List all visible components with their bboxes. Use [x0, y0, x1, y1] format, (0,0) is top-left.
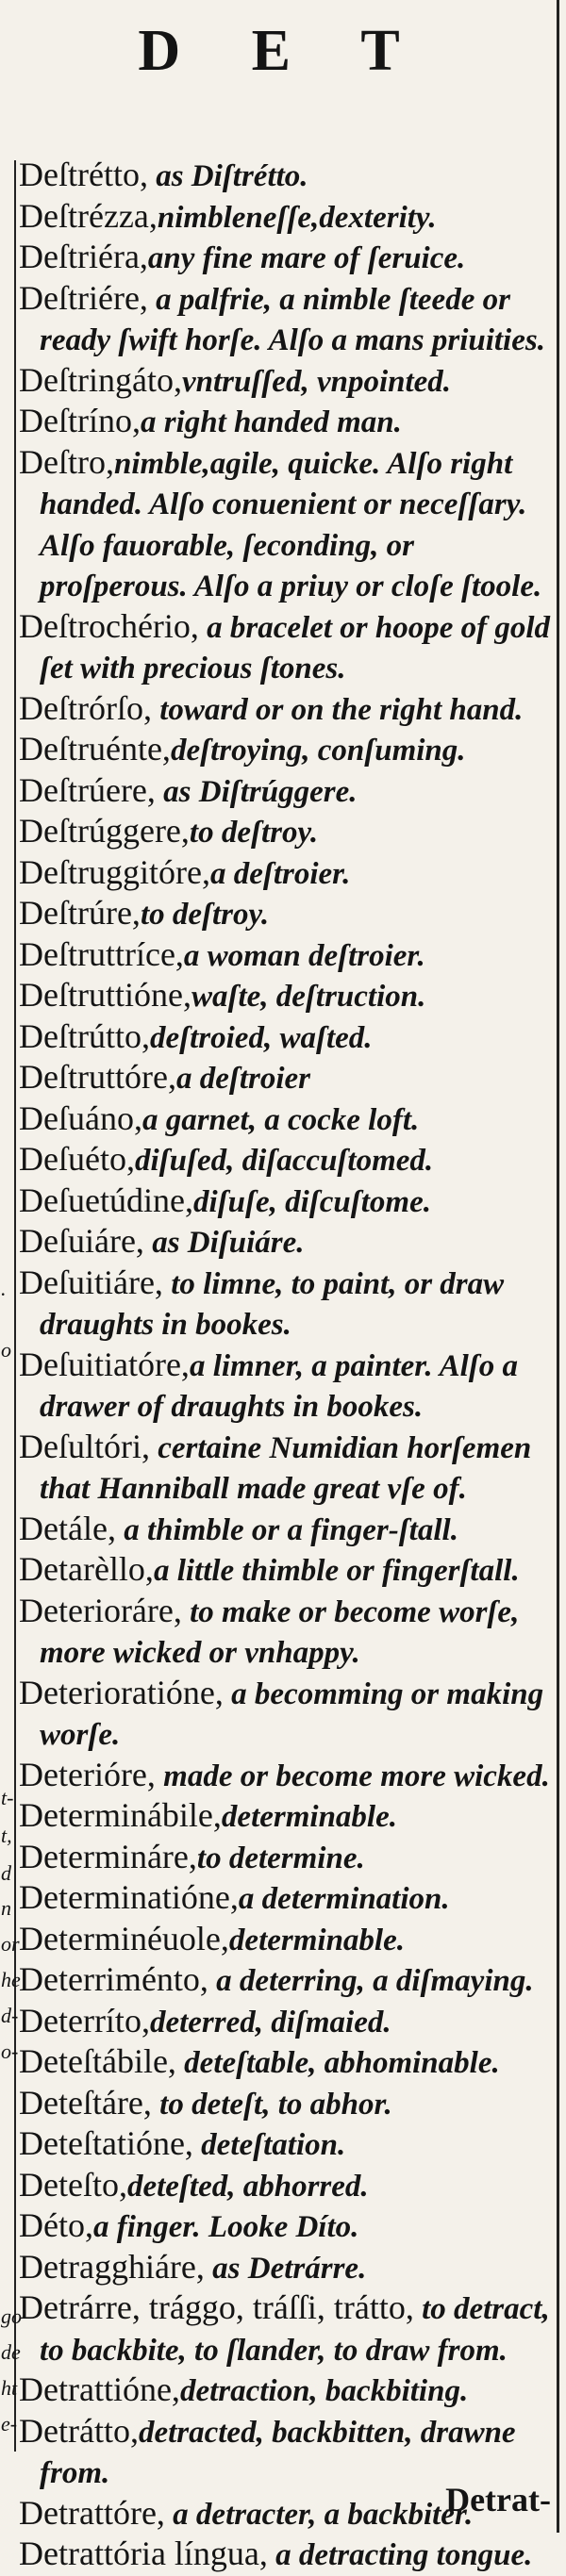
- entry-list: [19, 156, 553, 2572]
- entry-definition: to deſtroy.: [140, 898, 270, 932]
- entry-headword: Deſtruttóre,: [19, 1058, 176, 1096]
- dictionary-entry: [19, 2535, 553, 2576]
- entry-definition: a determination.: [238, 1882, 450, 1916]
- dictionary-entry: [19, 1140, 553, 1181]
- entry-definition: a becomming or making worſe.: [40, 1676, 544, 1752]
- dictionary-entry: [19, 1510, 553, 1551]
- margin-fragment: o-: [1, 2039, 19, 2063]
- entry-headword: Detragghiáre,: [19, 2247, 205, 2286]
- entry-headword: Determinábile,: [19, 1796, 222, 1834]
- entry-headword: Deterríto,: [19, 2001, 150, 2039]
- entry-headword: Deſtrúggere,: [19, 812, 190, 850]
- dictionary-entry: [19, 2370, 553, 2412]
- dictionary-entry: [19, 2206, 553, 2248]
- entry-headword: Deſtrétto,: [19, 156, 148, 193]
- entry-definition: a garnet, a cocke loft.: [142, 1102, 420, 1137]
- entry-definition: diſuſe, diſcuſtome.: [192, 1184, 431, 1219]
- entry-definition: as Diſuiáre.: [143, 1226, 305, 1260]
- entry-definition: a deſtroier: [175, 1062, 311, 1096]
- dictionary-entry: [19, 1222, 553, 1263]
- entry-definition: deterred, diſmaied.: [149, 2005, 391, 2039]
- entry-headword: Determináre,: [19, 1837, 197, 1875]
- entry-definition: to determine.: [196, 1841, 365, 1875]
- dictionary-entry: [19, 402, 553, 443]
- entry-headword: Determinatióne,: [19, 1878, 239, 1916]
- entry-headword: Deſtringáto,: [19, 360, 182, 399]
- entry-definition: any fine mare of ſeruice.: [147, 241, 466, 275]
- entry-definition: nimbleneſſe,dexterity.: [157, 200, 437, 235]
- entry-definition: a deſtroier.: [209, 856, 351, 891]
- entry-definition: certaine Numidian horſemen that Hanniball made great vſe of.: [40, 1430, 532, 1506]
- entry-definition: made or become more wicked.: [155, 1759, 550, 1793]
- margin-fragment: n: [1, 1896, 11, 1920]
- margin-fragment: e-: [1, 2412, 18, 2436]
- entry-definition: nimble,agile, quicke. Alſo right handed. Alſo conuenient or neceſſary. Alſo fauorable, ſeconding, or proſperous. Alſo a priuy or cloſe ſtoole.: [40, 446, 542, 603]
- entry-headword: Deſtrúere,: [19, 770, 156, 809]
- margin-fragment: d: [1, 1861, 11, 1885]
- dictionary-entry: [19, 812, 553, 853]
- dictionary-entry: [19, 1592, 553, 1674]
- dictionary-entry: [19, 2288, 553, 2370]
- entry-definition: deſtroied, waſted.: [149, 1020, 373, 1055]
- dictionary-entry: [19, 689, 553, 731]
- entry-definition: a finger. Looke Díto.: [92, 2210, 359, 2244]
- entry-headword: Deteſtatióne,: [19, 2124, 193, 2162]
- dictionary-entry: [19, 279, 553, 361]
- entry-headword: Detrattóre,: [19, 2493, 165, 2532]
- margin-fragment: de: [1, 2340, 21, 2364]
- dictionary-entry: [19, 1346, 553, 1428]
- entry-headword: Deſtrórſo,: [19, 688, 152, 727]
- entry-headword: Déto,: [19, 2206, 93, 2244]
- entry-headword: Deterriménto,: [19, 1960, 208, 1998]
- margin-fragment: t,: [1, 1824, 12, 1847]
- entry-headword: Deteſto,: [19, 2165, 127, 2204]
- entry-headword: Deſtriére,: [19, 278, 148, 317]
- entry-definition: as Diſtrétto.: [147, 159, 308, 193]
- entry-headword: Detále,: [19, 1509, 116, 1547]
- dictionary-entry: [19, 361, 553, 403]
- entry-definition: a right handed man.: [140, 405, 402, 439]
- margin-fragment: d-: [1, 2004, 19, 2027]
- page-header: D E T: [138, 19, 428, 83]
- entry-headword: Deſtruggitóre,: [19, 852, 210, 891]
- dictionary-entry: [19, 443, 553, 607]
- dictionary-entry: [19, 2042, 553, 2084]
- entry-headword: Deſuáno,: [19, 1098, 142, 1137]
- dictionary-entry: [19, 894, 553, 935]
- dictionary-entry: [19, 1181, 553, 1223]
- entry-headword: Deteſtáre,: [19, 2083, 152, 2122]
- margin-fragment: t-: [1, 1786, 14, 1809]
- entry-headword: Deterioratióne,: [19, 1673, 224, 1711]
- dictionary-entry: [19, 1796, 553, 1838]
- margin-fragment: ht: [1, 2376, 18, 2400]
- entry-headword: Deſtruénte,: [19, 730, 171, 768]
- dictionary-entry: [19, 1920, 553, 1961]
- dictionary-entry: [19, 1058, 553, 1099]
- dictionary-entry: [19, 771, 553, 813]
- margin-fragment: he: [1, 1968, 21, 1991]
- entry-headword: Deſuéto,: [19, 1140, 135, 1178]
- entry-definition: a detracting tongue.: [267, 2538, 533, 2572]
- entry-headword: Determinéuole,: [19, 1919, 229, 1957]
- dictionary-entry: [19, 853, 553, 895]
- margin-fragment: go: [1, 2304, 22, 2328]
- dictionary-entry: [19, 1428, 553, 1510]
- entry-definition: to detract, to backbite, to ſlander, to draw from.: [40, 2292, 550, 2368]
- dictionary-entry: [19, 2124, 553, 2166]
- entry-headword: Deſtrúre,: [19, 894, 141, 932]
- entry-headword: Deſuiáre,: [19, 1222, 144, 1260]
- entry-definition: to deſtroy.: [189, 816, 319, 850]
- entry-headword: Deſuetúdine,: [19, 1181, 193, 1219]
- entry-headword: Deſtrútto,: [19, 1016, 150, 1055]
- entry-definition: to limne, to paint, or draw draughts in bookes.: [40, 1266, 505, 1342]
- dictionary-entry: [19, 607, 553, 689]
- entry-headword: Detrattióne,: [19, 2370, 180, 2408]
- entry-definition: detracted, backbitten, drawne from.: [40, 2415, 516, 2490]
- dictionary-entry: [19, 1263, 553, 1346]
- entry-definition: vntruſſed, vnpointed.: [181, 364, 452, 399]
- entry-headword: Deſtríno,: [19, 402, 141, 439]
- dictionary-entry: [19, 2248, 553, 2289]
- dictionary-entry: [19, 1756, 553, 1797]
- entry-headword: Detrátto,: [19, 2411, 139, 2450]
- entry-headword: Deterióre,: [19, 1755, 156, 1793]
- dictionary-entry: [19, 730, 553, 771]
- entry-definition: deteſtation.: [192, 2128, 346, 2162]
- entry-definition: deteſted, abhorred.: [126, 2169, 369, 2204]
- entry-definition: as Detrárre.: [204, 2251, 367, 2286]
- entry-headword: Deſtro,: [19, 442, 114, 481]
- entry-definition: toward or on the right hand.: [151, 692, 524, 727]
- entry-definition: a bracelet or hoope of gold ſet with precious ſtones.: [40, 610, 551, 685]
- margin-fragment: o: [1, 1338, 11, 1362]
- entry-definition: a detracter, a backbiter.: [164, 2497, 474, 2532]
- dictionary-entry: [19, 2166, 553, 2207]
- entry-headword: Detrattória língua,: [19, 2535, 268, 2572]
- dictionary-entry: [19, 976, 553, 1017]
- entry-headword: Deſtruttríce,: [19, 934, 184, 973]
- entry-definition: a limner, a painter. Alſo a drawer of draughts in bookes.: [40, 1348, 519, 1424]
- entry-headword: Deſtrochério,: [19, 606, 199, 645]
- entry-definition: a woman deſtroier.: [183, 938, 425, 973]
- entry-definition: to make or become worſe, more wicked or vnhappy.: [40, 1594, 520, 1670]
- entry-definition: to deteſt, to abhor.: [151, 2087, 392, 2122]
- entry-definition: a little thimble or fingerſtall.: [153, 1554, 520, 1588]
- entry-headword: Deſuitiáre,: [19, 1263, 163, 1301]
- entry-headword: Detrárre, trággo, tráſſi, trátto,: [19, 2288, 414, 2326]
- dictionary-entry: [19, 238, 553, 279]
- column-rule-right: [557, 0, 559, 2533]
- column-rule-left: [14, 160, 16, 2452]
- entry-definition: determinable.: [228, 1923, 405, 1957]
- margin-fragment: .: [1, 1277, 7, 1300]
- dictionary-entry: [19, 197, 553, 239]
- dictionary-entry: [19, 2084, 553, 2125]
- entry-definition: waſte, deſtruction.: [191, 980, 426, 1014]
- entry-definition: a thimble or a finger-ſtall.: [115, 1512, 458, 1547]
- entry-headword: Deteſtábile,: [19, 2042, 176, 2080]
- dictionary-entry: [19, 1550, 553, 1592]
- catchword: Detrat-: [445, 2481, 551, 2518]
- dictionary-entry: [19, 1017, 553, 1059]
- margin-fragments: [0, 0, 22, 2533]
- entry-definition: a palfrie, a nimble ſteede or ready ſwift horſe. Alſo a mans priuities.: [40, 282, 545, 357]
- entry-definition: deteſtable, abhominable.: [175, 2046, 500, 2080]
- dictionary-entry: [19, 2002, 553, 2043]
- entry-definition: diſuſed, diſaccuſtomed.: [134, 1144, 434, 1178]
- entry-headword: Deterioráre,: [19, 1591, 182, 1629]
- dictionary-entry: [19, 1960, 553, 2002]
- entry-definition: detraction, backbiting.: [179, 2374, 469, 2408]
- dictionary-entry: [19, 156, 553, 197]
- dictionary-entry: [19, 1838, 553, 1879]
- margin-fragment: or: [1, 1932, 20, 1956]
- dictionary-entry: [19, 935, 553, 977]
- entry-headword: Detarèllo,: [19, 1550, 154, 1588]
- dictionary-entry: [19, 1099, 553, 1141]
- entry-headword: Deſultóri,: [19, 1427, 150, 1465]
- dictionary-entry: [19, 1674, 553, 1756]
- entry-headword: Deſtrézza,: [19, 196, 158, 235]
- entry-headword: Deſtriéra,: [19, 238, 148, 275]
- entry-definition: as Diſtrúggere.: [155, 774, 358, 809]
- entry-definition: deſtroying, conſuming.: [170, 734, 466, 768]
- dictionary-entry: [19, 1878, 553, 1920]
- entry-headword: Deſuitiatóre,: [19, 1345, 190, 1383]
- entry-definition: a deterring, a diſmaying.: [208, 1964, 534, 1998]
- entry-headword: Deſtruttióne,: [19, 976, 191, 1014]
- entry-definition: determinable.: [221, 1800, 397, 1834]
